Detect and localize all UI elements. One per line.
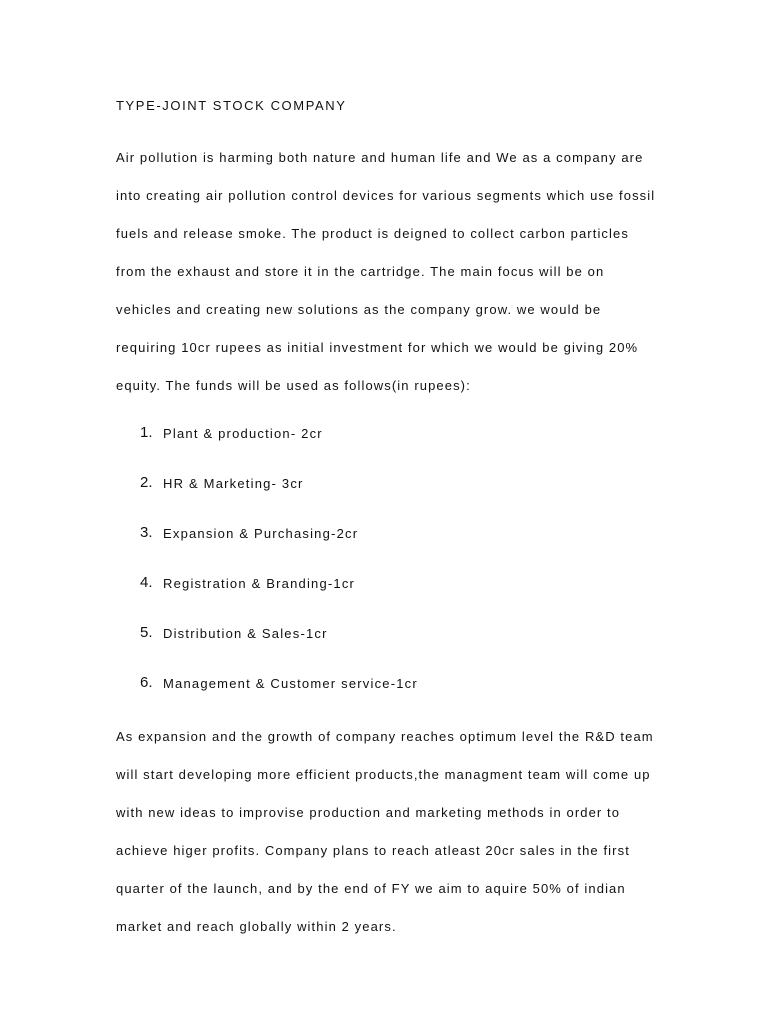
- list-item-number: 3.: [140, 524, 153, 541]
- list-item-text: Expansion & Purchasing-2cr: [163, 526, 359, 541]
- intro-line: into creating air pollution control devices for various segments which use fossil: [116, 188, 656, 203]
- list-item-text: Management & Customer service-1cr: [163, 676, 418, 691]
- intro-paragraph: [116, 148, 656, 414]
- list-item-text: Plant & production- 2cr: [163, 426, 323, 441]
- closing-line: will start developing more efficient products,the managment team will come up: [116, 767, 651, 782]
- intro-line: Air pollution is harming both nature and human life and We as a company are: [116, 150, 644, 165]
- closing-line: As expansion and the growth of company reaches optimum level the R&D team: [116, 729, 654, 744]
- intro-line: vehicles and creating new solutions as the company grow. we would be: [116, 302, 602, 317]
- intro-line: fuels and release smoke. The product is deigned to collect carbon particles: [116, 226, 629, 241]
- closing-line: with new ideas to improvise production and marketing methods in order to: [116, 805, 621, 820]
- list-item-number: 5.: [140, 624, 153, 641]
- closing-line: market and reach globally within 2 years.: [116, 919, 397, 934]
- list-item-number: 1.: [140, 424, 153, 441]
- list-item-number: 4.: [140, 574, 153, 591]
- document-title: TYPE-JOINT STOCK COMPANY: [116, 98, 347, 113]
- closing-line: quarter of the launch, and by the end of FY we aim to aquire 50% of indian: [116, 881, 626, 896]
- list-item-text: HR & Marketing- 3cr: [163, 476, 304, 491]
- list-item-text: Registration & Branding-1cr: [163, 576, 356, 591]
- list-item-text: Distribution & Sales-1cr: [163, 626, 328, 641]
- closing-paragraph: [116, 727, 656, 955]
- intro-line: from the exhaust and store it in the cartridge. The main focus will be on: [116, 264, 605, 279]
- list-item-number: 2.: [140, 474, 153, 491]
- closing-line: achieve higer profits. Company plans to reach atleast 20cr sales in the first: [116, 843, 630, 858]
- intro-line: requiring 10cr rupees as initial investment for which we would be giving 20%: [116, 340, 639, 355]
- list-item-number: 6.: [140, 674, 153, 691]
- intro-line: equity. The funds will be used as follows(in rupees):: [116, 378, 471, 393]
